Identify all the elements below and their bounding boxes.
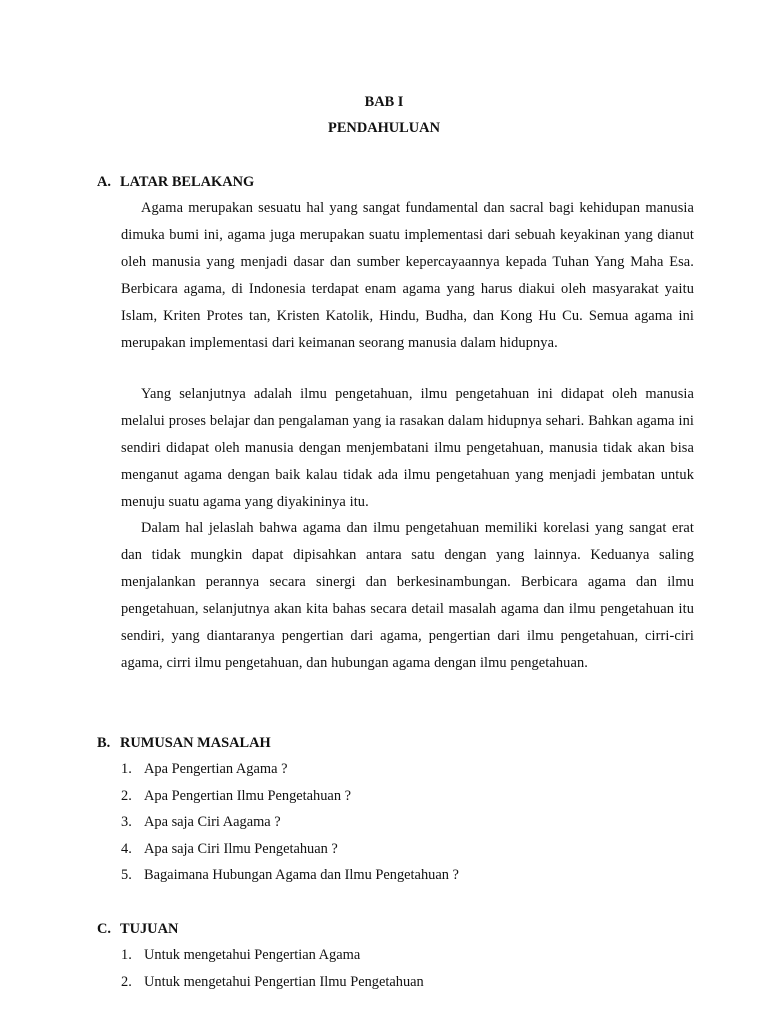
list-number: 1.: [121, 761, 132, 777]
list-number: 2.: [121, 973, 132, 990]
list-text: Apa saja Ciri Aagama ?: [144, 814, 281, 831]
section-c-heading: [97, 921, 178, 938]
list-text: Apa Pengertian Ilmu Pengetahuan ?: [144, 787, 351, 804]
list-item: [121, 969, 424, 996]
list-number: 4.: [121, 840, 132, 857]
list-text: Bagaimana Hubungan Agama dan Ilmu Pengetahuan ?: [144, 867, 459, 884]
list-number: 1.: [121, 947, 132, 963]
list-item: [121, 836, 459, 863]
list-item: [121, 809, 459, 836]
section-b-title: RUMUSAN MASALAH: [120, 735, 271, 751]
list-number: 3.: [121, 814, 132, 831]
section-a-letter: A.: [97, 174, 111, 190]
section-b-letter: B.: [97, 735, 111, 751]
paragraph-3: Dalam hal jelaslah bahwa agama dan ilmu pengetahuan memiliki korelasi yang sangat erat dan tidak mungkin dapat dipisahkan antara satu dengan yang lainnya. Keduanya saling menjalankan perannya secara sinergi dan berkesinambungan. Berbicara agama dan ilmu pengetahuan, selanjutnya akan kita bahas secara detail masalah agama dan ilmu pengetahuan itu sendiri, yang diantaranya pengertian dari agama, pengertian dari ilmu pengetahuan, cirri-ciri agama, cirri ilmu pengetahuan, dan hubungan agama dengan ilmu pengetahuan.: [121, 520, 694, 671]
paragraph-1: Agama merupakan sesuatu hal yang sangat fundamental dan sacral bagi kehidupan manusia dimuka bumi ini, agama juga merupakan suatu implementasi dari sebuah keyakinan yang dianut oleh manusia yang menjadi dasar dan sumber kepercayaannya kepada Tuhan Yang Maha Esa. Berbicara agama, di Indonesia terdapat enam agama yang harus diakui oleh masyarakat yaitu Islam, Kriten Protes tan, Kristen Katolik, Hindu, Budha, dan Kong Hu Cu. Semua agama ini merupakan implementasi dari keimanan seorang manusia dalam hidupnya.: [121, 200, 694, 351]
list-item: [121, 862, 459, 889]
list-text: Untuk mengetahui Pengertian Agama: [144, 947, 361, 963]
list-item: [121, 942, 424, 969]
list-item: [121, 783, 459, 810]
list-item: [121, 756, 459, 783]
goal-list: [121, 942, 424, 995]
chapter-number: BAB I: [364, 94, 404, 110]
problem-list: [121, 756, 459, 889]
paragraph-2: Yang selanjutnya adalah ilmu pengetahuan, ilmu pengetahuan ini didapat oleh manusia melalui proses belajar dan pengalaman yang ia rasakan dalam hidupnya sehari. Bahkan agama ini sendiri didapat oleh manusia dengan menjembatani ilmu pengetahuan, manusia tidak akan bisa menganut agama dengan baik kalau tidak ada ilmu pengetahuan yang menjadi jembatan untuk menuju suatu agama yang diyakininya itu.: [121, 386, 694, 510]
section-c-title: TUJUAN: [120, 921, 179, 937]
section-c-letter: C.: [97, 921, 111, 937]
section-a-heading: [97, 174, 254, 191]
list-text: Untuk mengetahui Pengertian Ilmu Pengetahuan: [144, 973, 424, 990]
list-text: Apa Pengertian Agama ?: [144, 761, 288, 777]
list-text: Apa saja Ciri Ilmu Pengetahuan ?: [144, 840, 338, 857]
section-a-title: LATAR BELAKANG: [120, 174, 255, 190]
chapter-title: PENDAHULUAN: [328, 120, 440, 136]
section-b-heading: [97, 735, 271, 752]
list-number: 2.: [121, 787, 132, 804]
list-number: 5.: [121, 867, 132, 884]
